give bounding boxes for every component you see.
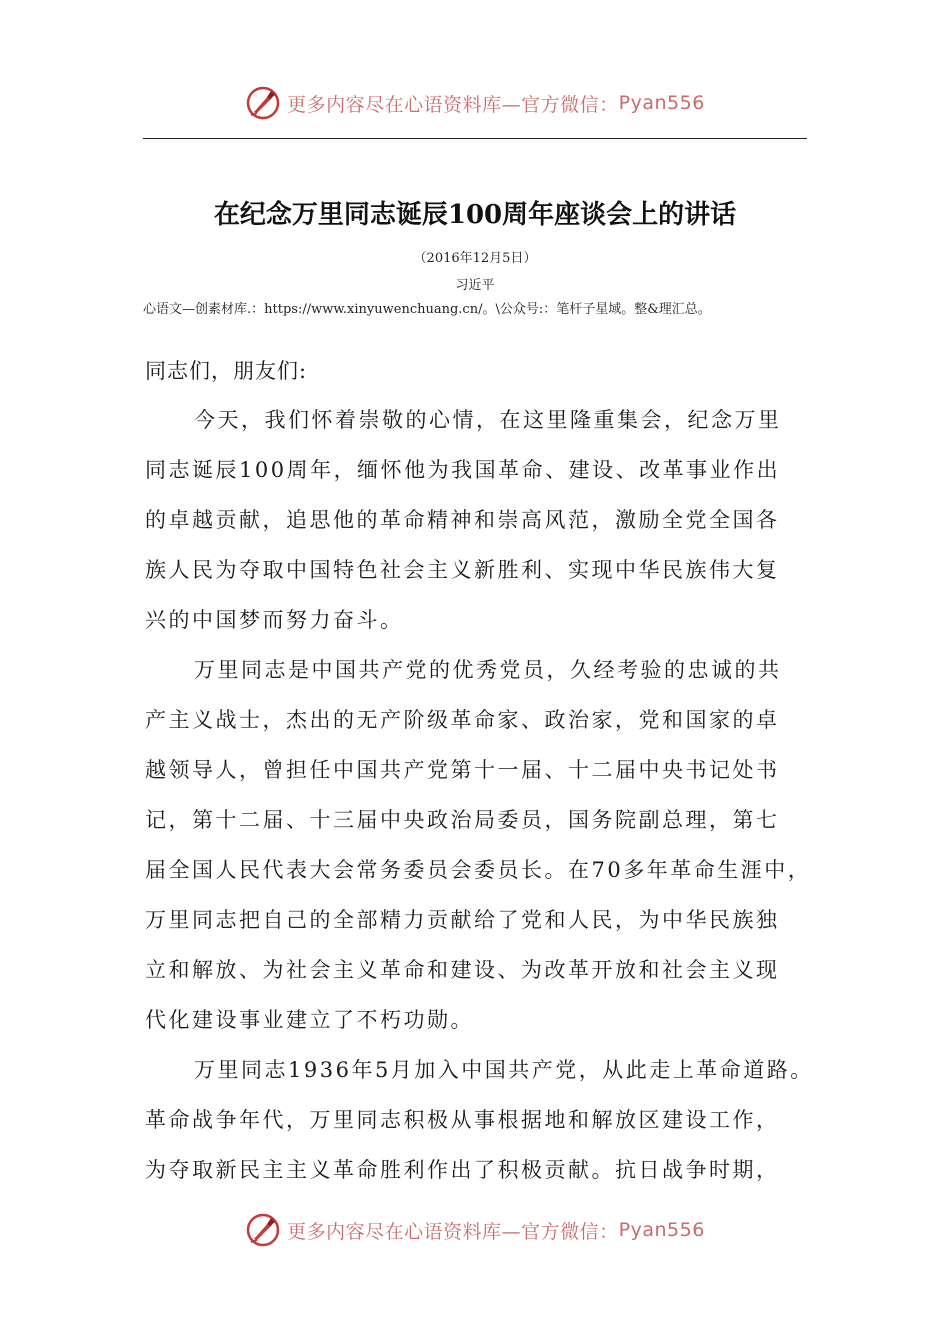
footer-banner [0, 1210, 950, 1250]
text-line: 记，第十二届、十三届中央政治局委员，国务院副总理，第七 [145, 808, 780, 832]
banner-text: 更多内容尽在心语资料库—官方微信： [287, 1220, 619, 1243]
text-line: 族人民为夺取中国特色社会主义新胜利、实现中华民族伟大复 [145, 558, 780, 582]
text-line: 产主义战士，杰出的无产阶级革命家、政治家，党和国家的卓 [145, 708, 780, 732]
banner-wechat-id: Pyan556 [618, 1219, 705, 1241]
banner-wechat-id: Pyan556 [618, 92, 705, 114]
speech-date: （2016年12月5日） [413, 251, 537, 266]
banner-text: 更多内容尽在心语资料库—官方微信： [287, 93, 619, 116]
header-banner [0, 83, 950, 123]
paragraph [145, 395, 817, 645]
text-line: 兴的中国梦而努力奋斗。 [145, 608, 404, 632]
speech-author: 习近平 [455, 278, 495, 293]
text-line: 同志诞辰100周年，缅怀他为我国革命、建设、改革事业作出 [145, 458, 781, 482]
text-line: 今天，我们怀着崇敬的心情，在这里隆重集会，纪念万里 [194, 408, 782, 432]
text-line: 的卓越贡献，追思他的革命精神和崇高风范，激励全党全国各 [145, 508, 780, 532]
body-text [145, 395, 817, 1195]
quill-logo-icon [245, 85, 281, 121]
text-line: 越领导人，曾担任中国共产党第十一届、十二届中央书记处书 [145, 758, 780, 782]
page-title: 在纪念万里同志诞辰100周年座谈会上的讲话 [213, 200, 737, 230]
text-line: 万里同志是中国共产党的优秀党员，久经考验的忠诚的共 [194, 658, 782, 682]
text-line: 万里同志1936年5月加入中国共产党，从此走上革命道路。 [194, 1058, 814, 1082]
paragraph [145, 645, 817, 1045]
text-line: 革命战争年代，万里同志积极从事根据地和解放区建设工作， [145, 1108, 780, 1132]
text-line: 代化建设事业建立了不朽功勋。 [145, 1008, 474, 1032]
text-line: 届全国人民代表大会常务委员会委员长。在70多年革命生涯中， [145, 858, 812, 882]
header-divider [143, 138, 807, 139]
greeting: 同志们，朋友们: [145, 359, 308, 383]
quill-logo-icon [245, 1212, 281, 1248]
text-line: 为夺取新民主主义革命胜利作出了积极贡献。抗日战争时期， [145, 1158, 780, 1182]
source-line: 心语文—创素材库.：https://www.xinyuwenchuang.cn/。\公众号:：笔杆子星域。整&理汇总。 [143, 302, 711, 317]
text-line: 立和解放、为社会主义革命和建设、为改革开放和社会主义现 [145, 958, 780, 982]
text-line: 万里同志把自己的全部精力贡献给了党和人民，为中华民族独 [145, 908, 780, 932]
paragraph [145, 1045, 817, 1195]
